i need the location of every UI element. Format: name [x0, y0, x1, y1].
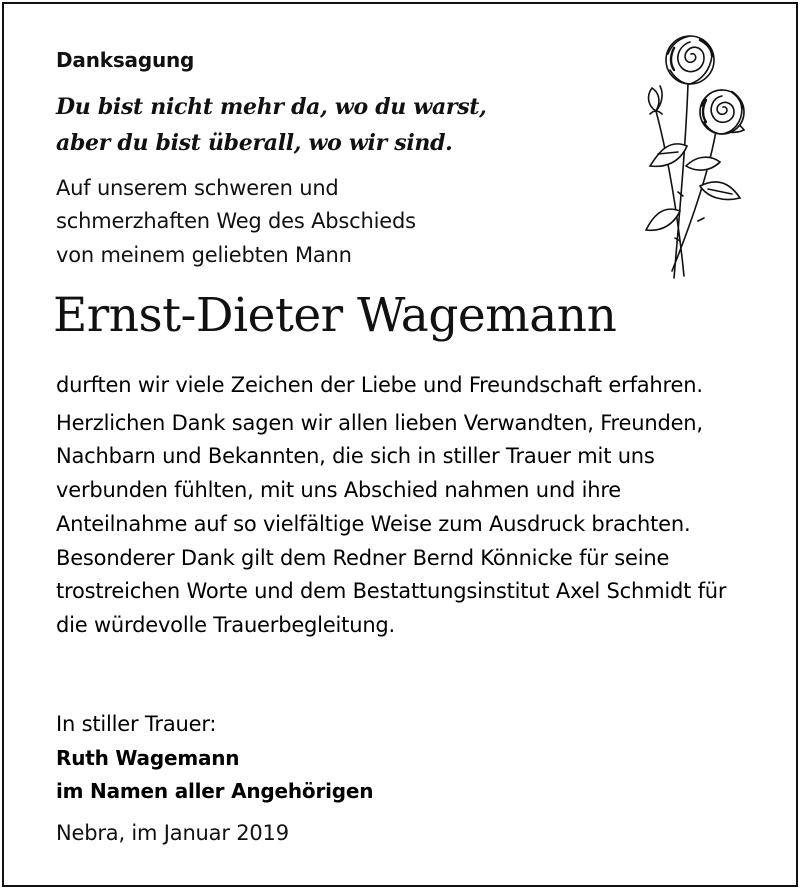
intro-line-2: schmerzhaften Weg des Abschieds [56, 209, 416, 233]
body-paragraph-2: Herzlichen Dank sagen wir allen lieben Verwandten, Freunden, Nachbarn und Bekannten, die sich in stiller Trauer mit uns verbunden fühlten, mit uns Abschied nahmen und ihre Anteilnahme auf so vielfältige Weise zum Ausdruck brachten. [56, 410, 703, 536]
signature-family: im Namen aller Angehörigen [56, 779, 374, 804]
intro-line-3: von meinem geliebten Mann [56, 243, 352, 267]
deceased-name: Ernst-Dieter Wagemann [53, 288, 617, 343]
obituary-notice [2, 2, 798, 887]
notice-body [56, 369, 756, 643]
notice-heading: Danksagung [56, 48, 195, 72]
signature-name: Ruth Wagemann [56, 745, 240, 770]
body-paragraph-1: durften wir viele Zeichen der Liebe und Freundschaft erfahren. [56, 373, 703, 397]
signature-block [56, 708, 373, 809]
body-paragraph-3: Besonderer Dank gilt dem Redner Bernd Könnicke für seine trostreichen Worte und dem Bestattungsinstitut Axel Schmidt für die würdevolle Trauerbegleitung. [56, 545, 727, 637]
signature-intro: In stiller Trauer: [56, 712, 217, 736]
motto-line-1: Du bist nicht mehr da, wo du warst, [56, 94, 487, 120]
motto-line-2: aber du bist überall, wo wir sind. [56, 130, 453, 156]
intro-line-1: Auf unserem schweren und [56, 176, 339, 200]
roses-icon [628, 26, 768, 281]
place-date: Nebra, im Januar 2019 [56, 821, 289, 845]
